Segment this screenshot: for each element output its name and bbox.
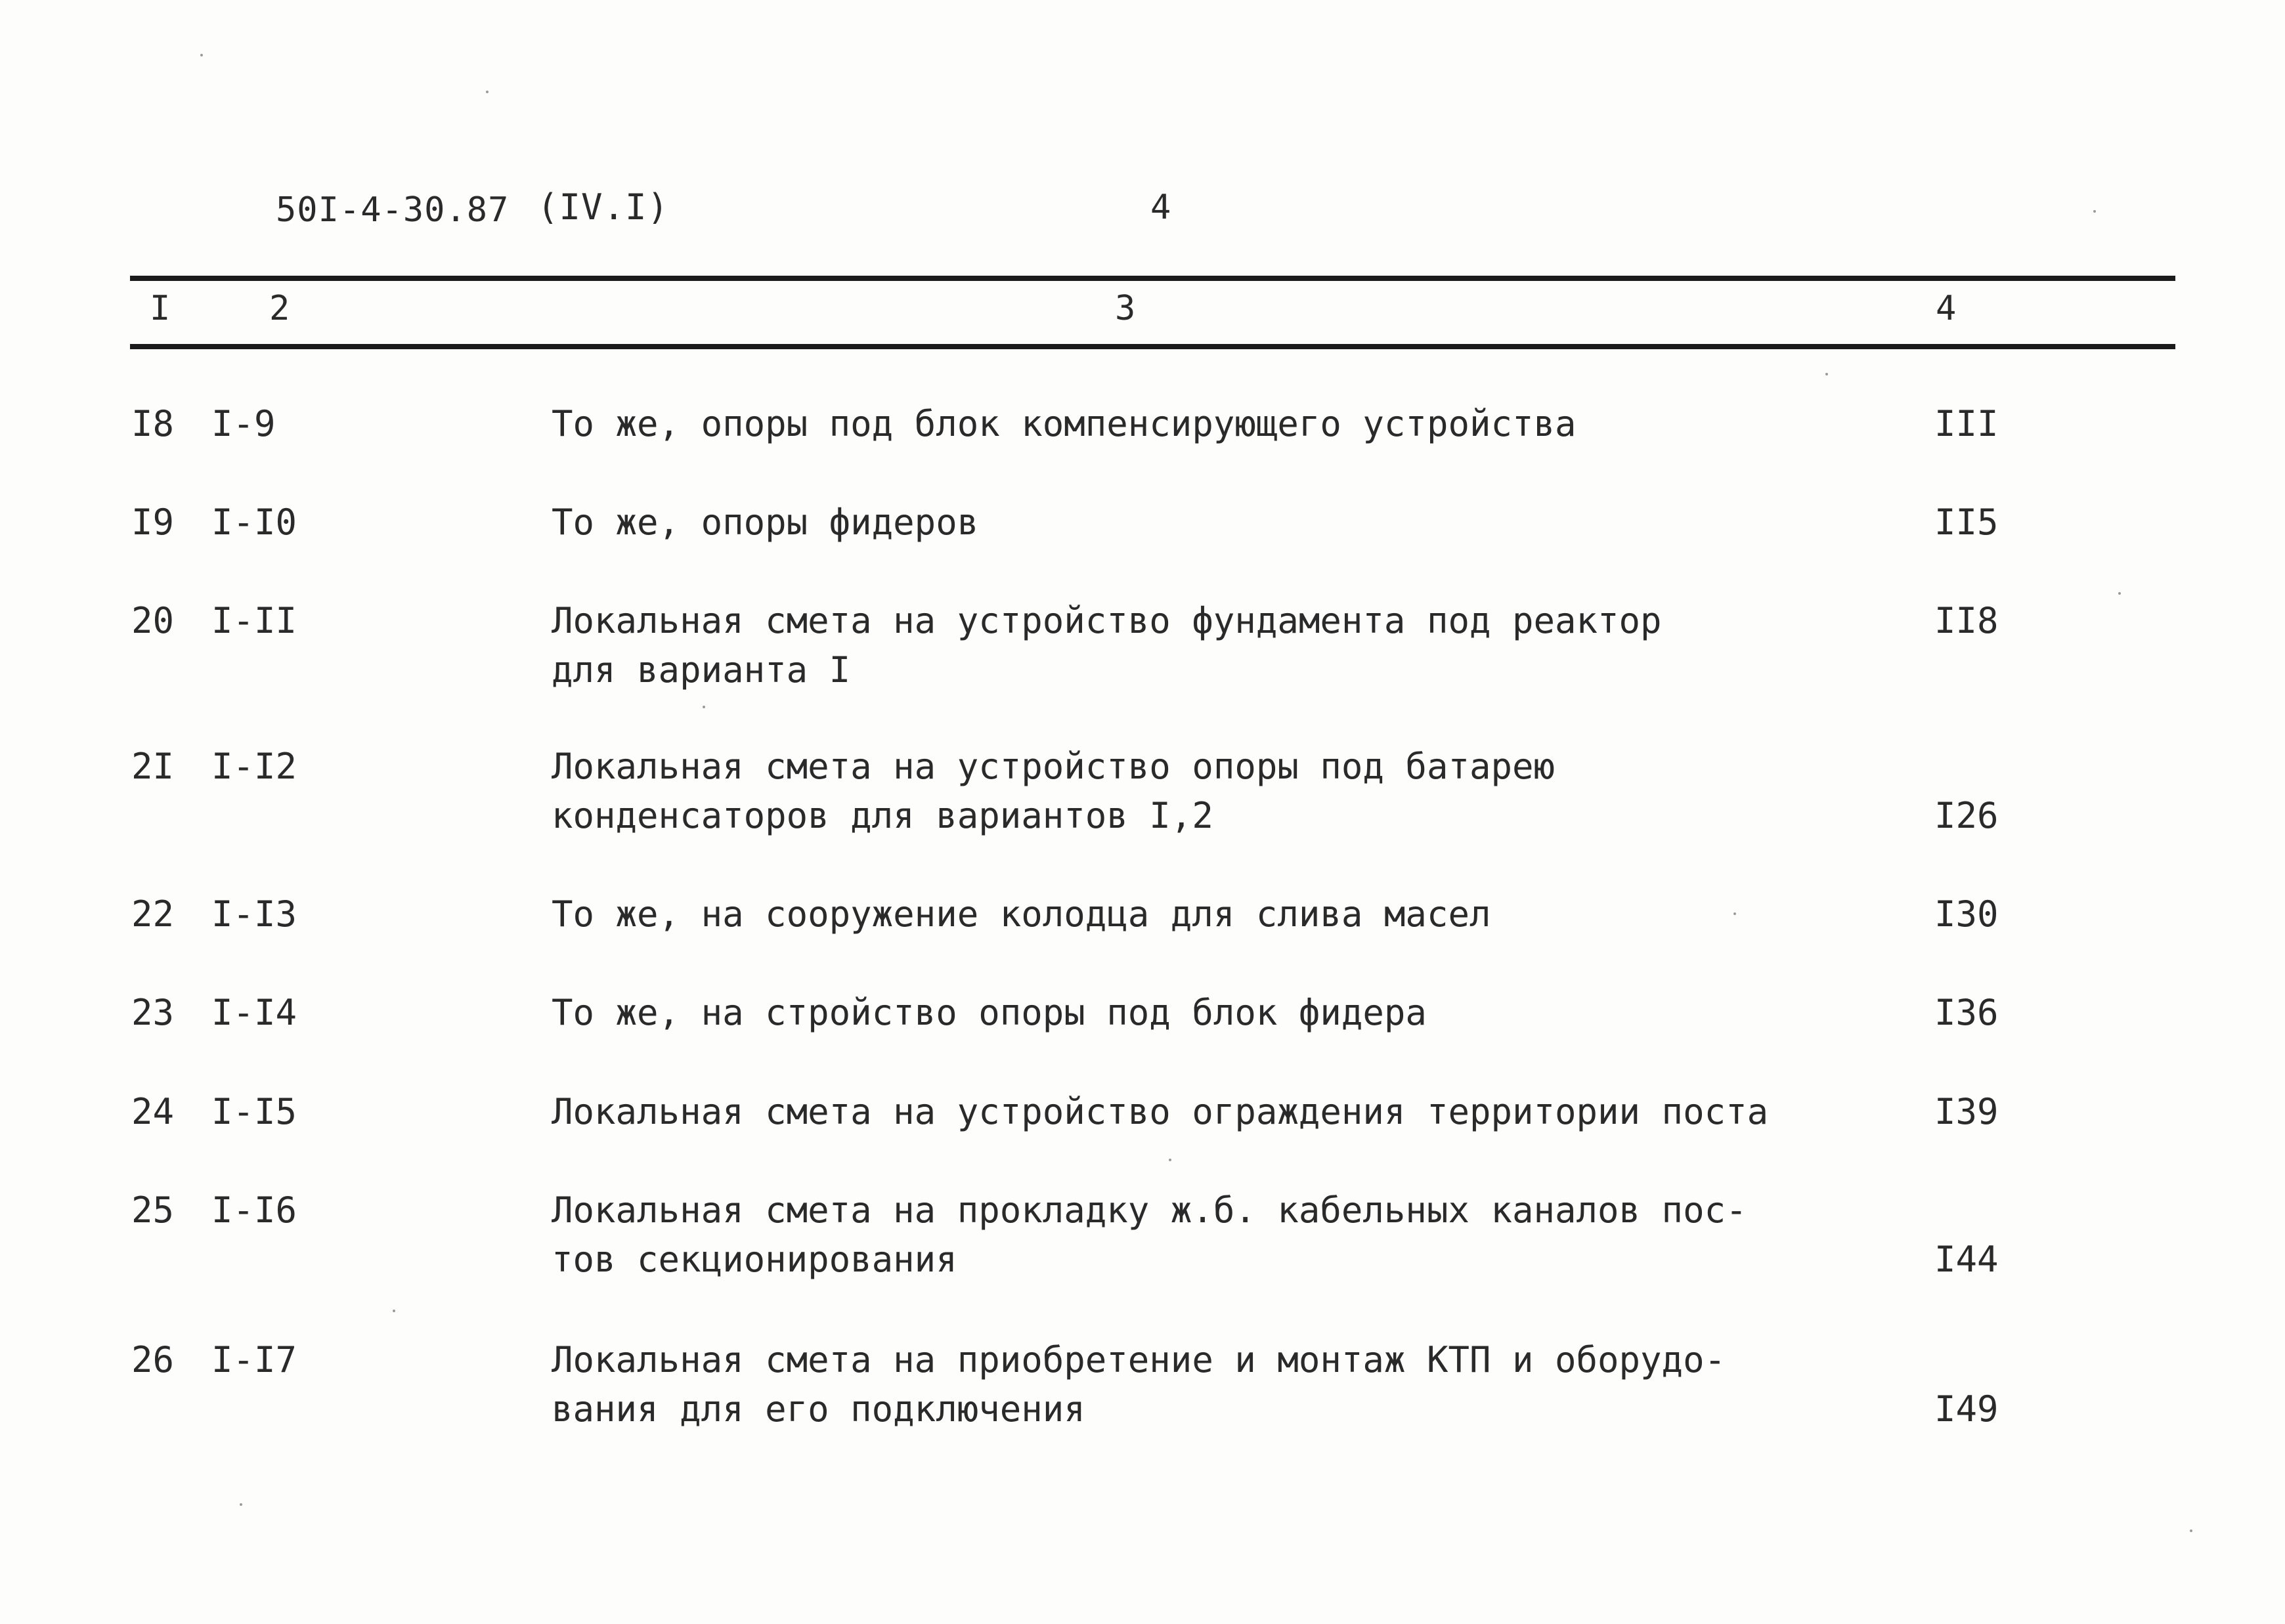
description-line: вания для его подключения [552, 1388, 1085, 1430]
column-header-4: 4 [1936, 289, 1957, 328]
scan-speck [1169, 1159, 1171, 1161]
table-top-rule [130, 276, 2175, 281]
page-number: 4 [1150, 188, 1172, 227]
row-number: I9 [131, 502, 175, 543]
column-header-3: 3 [1115, 289, 1136, 328]
estimate-description [552, 1335, 1726, 1434]
row-number: 20 [131, 600, 175, 641]
scan-speck [1825, 373, 1828, 375]
row-number: 2I [131, 746, 175, 787]
description-line: тов секционирования [552, 1239, 957, 1280]
estimate-code: I-I5 [211, 1091, 297, 1132]
estimate-code: I-9 [211, 403, 276, 444]
description-line: Локальная смета на устройство фундамента под реактор [552, 600, 1662, 641]
description-line: То же, на сооружение колодца для слива масел [552, 893, 1491, 935]
scan-speck [2190, 1529, 2192, 1532]
estimate-description [552, 988, 1427, 1037]
description-line: То же, опоры под блок компенсирующего устройства [552, 403, 1577, 444]
scan-speck [393, 1310, 395, 1312]
description-line: Локальная смета на приобретение и монтаж КТП и оборудо- [552, 1339, 1726, 1380]
page-reference: II5 [1934, 502, 1999, 543]
description-line: То же, на стройство опоры под блок фидера [552, 992, 1427, 1033]
column-header-2: 2 [269, 289, 290, 328]
description-line: Локальная смета на прокладку ж.б. кабельных каналов пос- [552, 1189, 1747, 1231]
page-reference: I36 [1934, 992, 1999, 1033]
estimate-code: I-I2 [211, 746, 297, 787]
page-reference: II8 [1934, 600, 1999, 641]
description-line: Локальная смета на устройство ограждения территории поста [552, 1091, 1769, 1132]
estimate-code: I-I3 [211, 893, 297, 935]
document-code: 50I-4-30.87 [276, 190, 510, 230]
row-number: 26 [131, 1339, 175, 1380]
estimate-code: I-I4 [211, 992, 297, 1033]
estimate-description [552, 742, 1555, 840]
estimate-description [552, 596, 1662, 694]
page-reference: I49 [1934, 1388, 1999, 1430]
estimate-description [552, 1087, 1768, 1136]
scan-speck [200, 54, 203, 56]
row-number: 25 [131, 1189, 175, 1231]
row-number: I8 [131, 403, 175, 444]
description-line: Локальная смета на устройство опоры под батарею [552, 746, 1556, 787]
scan-speck [1733, 912, 1736, 915]
scan-speck [486, 91, 489, 93]
page-reference: I44 [1934, 1239, 1999, 1280]
estimate-code: I-I6 [211, 1189, 297, 1231]
description-line: конденсаторов для вариантов I,2 [552, 795, 1213, 836]
scan-speck [2118, 592, 2121, 595]
description-line: То же, опоры фидеров [552, 502, 979, 543]
estimate-description [552, 1186, 1747, 1284]
estimate-code: I-II [211, 600, 297, 641]
row-number: 23 [131, 992, 175, 1033]
page-reference: I30 [1934, 893, 1999, 935]
row-number: 22 [131, 893, 175, 935]
table-header-rule [130, 344, 2175, 349]
page-reference: I39 [1934, 1091, 1999, 1132]
estimate-description [552, 399, 1577, 448]
estimate-description [552, 889, 1491, 939]
page-reference: I26 [1934, 795, 1999, 836]
page-reference: III [1934, 403, 1999, 444]
estimate-code: I-I0 [211, 502, 297, 543]
estimate-description [552, 498, 978, 547]
row-number: 24 [131, 1091, 175, 1132]
description-line: для варианта I [552, 649, 851, 691]
column-header-1: I [150, 289, 171, 328]
volume-mark: (IV.I) [537, 186, 670, 228]
scan-speck [703, 706, 705, 708]
estimate-code: I-I7 [211, 1339, 297, 1380]
scan-speck [240, 1503, 242, 1506]
scan-speck [2093, 210, 2096, 213]
